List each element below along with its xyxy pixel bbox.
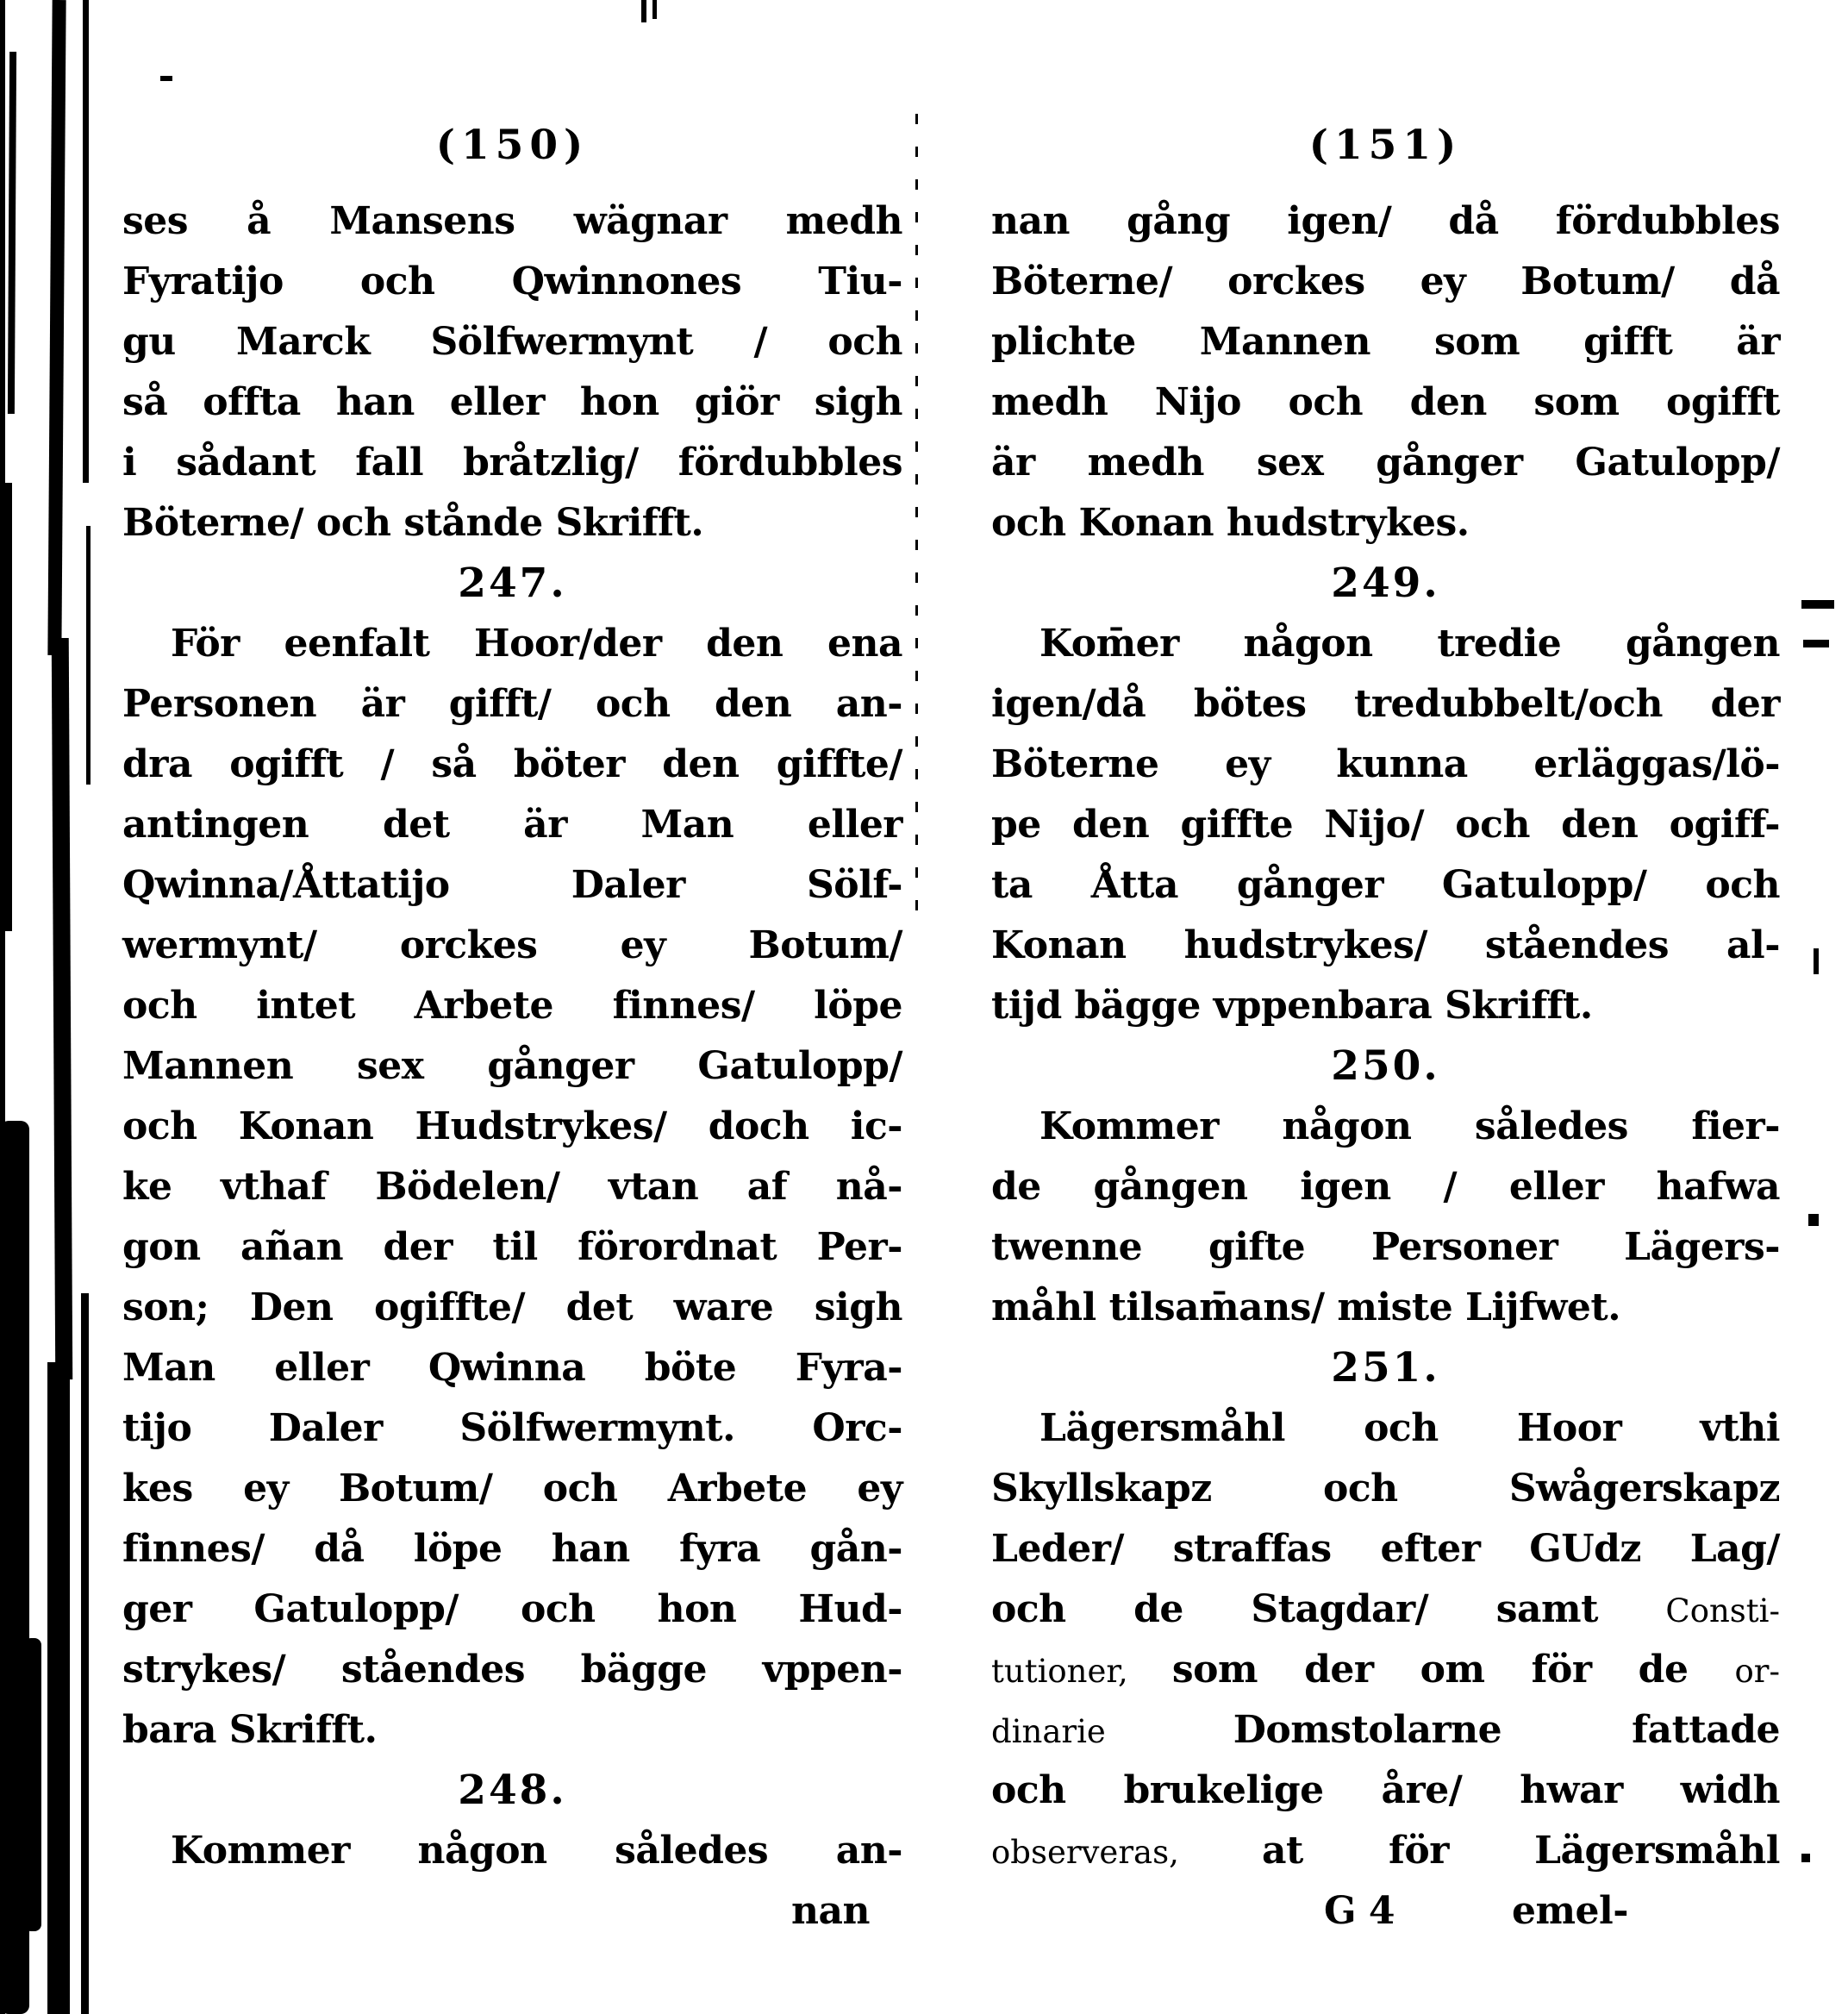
- text-line: [991, 855, 1780, 916]
- text-line: [991, 372, 1780, 433]
- blackletter-text: pe den giffte Nijo/ och den ogiff-: [991, 803, 1780, 847]
- scan-speck: [1814, 948, 1819, 974]
- scan-speck: [1808, 1214, 1819, 1226]
- antiqua-text: observeras,: [991, 1834, 1262, 1871]
- catchword: [122, 1881, 902, 1942]
- section-number: [991, 554, 1780, 614]
- blackletter-text: som der om för de: [1171, 1648, 1735, 1692]
- blackletter-text: dra ogifft / så böter den giffte/: [122, 742, 902, 786]
- text-line: [991, 1157, 1780, 1217]
- page-number: (151): [1308, 122, 1463, 169]
- blackletter-text: Böterne/ och stånde Skrifft.: [122, 501, 704, 545]
- blackletter-text: Konan hudstrykes/ ståendes al-: [991, 923, 1780, 967]
- blackletter-text: och de Stagdar/ samt: [991, 1587, 1666, 1631]
- blackletter-text: 250.: [1331, 1042, 1440, 1090]
- text-line: [122, 191, 902, 252]
- text-line: [122, 252, 902, 312]
- antiqua-text: dinarie: [991, 1713, 1233, 1750]
- blackletter-text: Domstolarne fattade: [1233, 1708, 1780, 1752]
- scan-streak: [83, 0, 89, 483]
- text-line: [122, 433, 902, 493]
- blackletter-text: son; Den ogiffte/ det ware sigh: [122, 1285, 902, 1329]
- blackletter-text: 251.: [1331, 1344, 1440, 1392]
- text-line: [991, 191, 1780, 252]
- text-line: [122, 1217, 902, 1278]
- text-line: [122, 674, 902, 735]
- blackletter-text: Lägersmåhl och Hoor vthi: [1040, 1406, 1780, 1450]
- section-number: [991, 1036, 1780, 1097]
- blackletter-text: Kommer någon således an-: [171, 1829, 902, 1873]
- blackletter-text: Kom̄er någon tredie gången: [1040, 622, 1780, 666]
- blackletter-text: Mannen sex gånger Gatulopp/: [122, 1044, 902, 1088]
- blackletter-text: nan gång igen/ då fördubbles: [991, 199, 1780, 243]
- blackletter-text: kes ey Botum/ och Arbete ey: [122, 1467, 902, 1510]
- blackletter-text: wermynt/ orckes ey Botum/: [122, 923, 902, 967]
- blackletter-text: plichte Mannen som gifft är: [991, 320, 1780, 364]
- text-line: [122, 614, 902, 674]
- blackletter-text: gu Marck Sölfwermynt / och: [122, 320, 902, 364]
- text-line: [122, 1036, 902, 1097]
- blackletter-text: igen/då bötes tredubbelt/och der: [991, 682, 1780, 726]
- blackletter-text: måhl tilsam̄ans/ miste Lijfwet.: [991, 1285, 1621, 1329]
- blackletter-text: at för Lägersmåhl: [1261, 1829, 1780, 1873]
- section-number: [122, 1761, 902, 1821]
- text-line: [991, 312, 1780, 372]
- scan-speck: [1803, 640, 1829, 647]
- scan-streak: [0, 483, 12, 931]
- blackletter-text: För eenfalt Hoor/der den ena: [171, 622, 902, 666]
- scan-streak: [8, 52, 16, 414]
- blackletter-text: och brukelige åre/ hwar widh: [991, 1768, 1780, 1812]
- text-line: [122, 1338, 902, 1398]
- scan-speck: [652, 0, 657, 19]
- text-line: [122, 1097, 902, 1157]
- blackletter-text: finnes/ då löpe han fyra gån-: [122, 1527, 902, 1571]
- text-line: [122, 1459, 902, 1519]
- antiqua-text: or-: [1734, 1653, 1780, 1690]
- blackletter-text: Böterne/ orckes ey Botum/ då: [991, 260, 1780, 303]
- lines: [991, 191, 1780, 1942]
- text-line: [991, 976, 1780, 1036]
- text-line: [122, 493, 902, 554]
- left-page-column: [122, 110, 902, 1942]
- text-line: [991, 252, 1780, 312]
- blackletter-text: så offta han eller hon giör sigh: [122, 380, 902, 424]
- blackletter-text: och Konan hudstrykes.: [991, 501, 1470, 545]
- scan-speck: [641, 0, 646, 22]
- blackletter-text: ger Gatulopp/ och hon Hud-: [122, 1587, 902, 1631]
- text-line: [122, 1398, 902, 1459]
- text-line: [122, 372, 902, 433]
- text-line: [991, 433, 1780, 493]
- blackletter-text: och Konan Hudstrykes/ doch ic-: [122, 1104, 902, 1148]
- text-line: [991, 795, 1780, 855]
- text-line: [991, 493, 1780, 554]
- blackletter-text: Böterne ey kunna erläggas/lö-: [991, 742, 1780, 786]
- text-line: [991, 735, 1780, 795]
- right-page-column: [991, 110, 1780, 1942]
- scan-blotch: [24, 1638, 41, 1931]
- text-line: [991, 1217, 1780, 1278]
- text-line: [122, 1821, 902, 1881]
- text-line: [991, 1579, 1780, 1640]
- scan-streak: [47, 0, 66, 655]
- blackletter-text: emel-: [1511, 1889, 1628, 1933]
- blackletter-text: i sådant fall bråtzlig/ fördubbles: [122, 441, 902, 485]
- blackletter-text: 249.: [1331, 560, 1440, 607]
- text-line: [122, 1278, 902, 1338]
- blackletter-text: medh Nijo och den som ogifft: [991, 380, 1780, 424]
- blackletter-text: Leder/ straffas efter GUdz Lag/: [991, 1527, 1780, 1571]
- blackletter-text: nan: [791, 1889, 870, 1933]
- blackletter-text: ke vthaf Bödelen/ vtan af nå-: [122, 1165, 902, 1209]
- blackletter-text: G 4: [1324, 1889, 1395, 1933]
- blackletter-text: strykes/ ståendes bägge vppen-: [122, 1648, 902, 1692]
- section-number: [122, 554, 902, 614]
- scan-speck: [160, 76, 172, 81]
- blackletter-text: twenne gifte Personer Lägers-: [991, 1225, 1780, 1269]
- blackletter-text: och intet Arbete finnes/ löpe: [122, 984, 902, 1028]
- blackletter-text: ta Åtta gånger Gatulopp/ och: [991, 863, 1780, 907]
- blackletter-text: 248.: [458, 1767, 567, 1814]
- antiqua-text: Consti-: [1665, 1592, 1780, 1629]
- blackletter-text: Fyratijo och Qwinnones Tiu-: [122, 260, 902, 303]
- blackletter-text: de gången igen / eller hafwa: [991, 1165, 1780, 1209]
- text-line: [991, 1459, 1780, 1519]
- blackletter-text: gon añan der til förordnat Per-: [122, 1225, 902, 1269]
- blackletter-text: Skyllskapz och Swågerskapz: [991, 1467, 1780, 1510]
- text-line: [991, 1398, 1780, 1459]
- text-line: [122, 312, 902, 372]
- text-line: [991, 614, 1780, 674]
- scan-streak: [81, 1293, 89, 2014]
- column-divider-rule: [915, 114, 918, 933]
- blackletter-text: 247.: [458, 560, 567, 607]
- blackletter-text: Man eller Qwinna böte Fyra-: [122, 1346, 902, 1390]
- text-line: [991, 1278, 1780, 1338]
- text-line: [122, 1640, 902, 1700]
- text-line: [122, 976, 902, 1036]
- scan-streak: [47, 1362, 70, 2014]
- scan-streak: [52, 638, 73, 1379]
- lines: [122, 191, 902, 1942]
- blackletter-text: är medh sex gånger Gatulopp/: [991, 441, 1780, 485]
- blackletter-text: Qwinna/Åttatijo Daler Sölf-: [122, 863, 902, 907]
- text-line: [122, 1579, 902, 1640]
- blackletter-text: antingen det är Man eller: [122, 803, 902, 847]
- text-line: [122, 795, 902, 855]
- text-line: [122, 916, 902, 976]
- text-line: [991, 674, 1780, 735]
- signature-line: [991, 1881, 1780, 1942]
- text-line: [122, 855, 902, 916]
- blackletter-text: ses å Mansens wägnar medh: [122, 199, 902, 243]
- text-line: [991, 1761, 1780, 1821]
- text-line: [122, 1519, 902, 1579]
- blackletter-text: tijo Daler Sölfwermynt. Orc-: [122, 1406, 902, 1450]
- blackletter-text: tijd bägge vppenbara Skrifft.: [991, 984, 1593, 1028]
- text-line: [991, 1640, 1780, 1700]
- page-number: (150): [435, 122, 590, 169]
- blackletter-text: Personen är gifft/ och den an-: [122, 682, 902, 726]
- text-line: [991, 1821, 1780, 1881]
- section-number: [991, 1338, 1780, 1398]
- text-line: [991, 916, 1780, 976]
- text-line: [122, 735, 902, 795]
- text-line: [991, 1519, 1780, 1579]
- text-line: [122, 1700, 902, 1761]
- scan-speck: [1801, 600, 1834, 609]
- text-line: [991, 1097, 1780, 1157]
- scan-streak: [86, 526, 91, 785]
- antiqua-text: tutioner,: [991, 1653, 1172, 1690]
- blackletter-text: Kommer någon således fier-: [1040, 1104, 1780, 1148]
- text-line: [122, 1157, 902, 1217]
- blackletter-text: bara Skrifft.: [122, 1708, 378, 1752]
- scan-speck: [1801, 1854, 1810, 1862]
- text-line: [991, 1700, 1780, 1761]
